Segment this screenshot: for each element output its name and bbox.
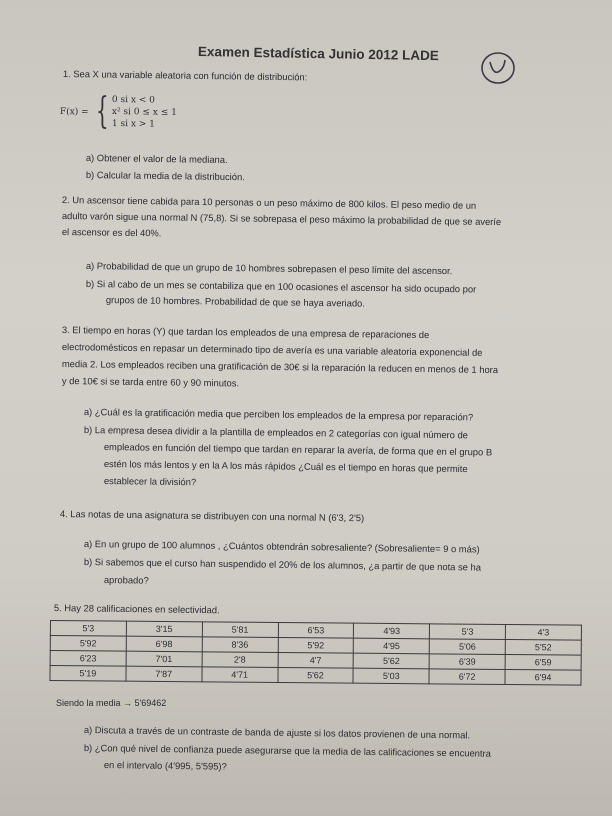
q3-a: a) ¿Cuál es la gratificación media que perciben los empleados de la empresa por reparación? bbox=[83, 405, 474, 423]
table-cell: 5'03 bbox=[353, 668, 429, 684]
q4-b-line-1: b) Si sabemos que el curso han suspendido el 20% de los alumnos, ¿a partir de que nota se ha bbox=[83, 555, 482, 573]
table-cell: 4'3 bbox=[505, 624, 581, 640]
q2-b-line-2: grupos de 10 hombres. Probabilidad de que se haya averiado. bbox=[105, 293, 365, 309]
mean-note: Siendo la media → 5'69462 bbox=[56, 698, 167, 708]
q5-a: a) Discuta a través de un contraste de banda de ajuste si los datos provienen de una normal. bbox=[83, 723, 471, 741]
q3-b-line-2: empleados en función del tiempo que tardan en reparar la avería, de forma que en el grupo B bbox=[103, 440, 493, 458]
q3-line-4: y de 10€ si se tarda entre 60 y 90 minutos. bbox=[61, 374, 240, 389]
table-cell: 6'94 bbox=[505, 669, 581, 685]
q3-b-line-1: b) La empresa desea dividir a la plantilla de empleados en 2 categorías con igual número de bbox=[83, 423, 469, 441]
grades-table bbox=[49, 620, 582, 686]
q3-line-1: 3. El tiempo en horas (Y) que tardan los empleados de una empresa de reparaciones de bbox=[61, 323, 430, 341]
q1-brace: { bbox=[96, 91, 109, 132]
table-cell: 5'3 bbox=[430, 624, 506, 640]
table-cell: 6'23 bbox=[50, 651, 126, 667]
q2-line-1: 2. Un ascensor tiene cabida para 10 personas o un peso máximo de 800 kilos. El peso medio de un bbox=[61, 193, 477, 211]
table-cell: 8'36 bbox=[202, 637, 278, 653]
table-cell: 7'01 bbox=[126, 651, 202, 667]
table-cell: 3'15 bbox=[126, 621, 202, 637]
q2-line-2: adulto varón sigue una normal N (75,8). Si se sobrepasa el peso máximo la probabilidad de que se averíe bbox=[61, 209, 502, 228]
q4-text: 4. Las notas de una asignatura se distribuyen con una normal N (6'3, 2'5) bbox=[59, 507, 365, 524]
q1-case-2: x² si 0 ≤ x ≤ 1 bbox=[111, 106, 177, 118]
table-cell: 5'52 bbox=[505, 639, 581, 655]
q2-line-3: el ascensor es del 40%. bbox=[61, 225, 162, 239]
q5-text: 5. Hay 28 calificaciones en selectividad. bbox=[53, 601, 220, 616]
exam-title: Examen Estadística Junio 2012 LADE bbox=[197, 44, 439, 64]
table-cell: 5'62 bbox=[277, 667, 353, 683]
table-cell: 6'53 bbox=[278, 622, 354, 638]
q3-line-2: electrodomésticos en repasar un determinado tipo de avería es una variable aleatoria exponencial de bbox=[61, 340, 483, 358]
q4-a: a) En un grupo de 100 alumnos , ¿Cuántos obtendrán sobresaliente? (Sobresaliente= 9 o más) bbox=[83, 537, 480, 555]
q1-b: b) Calcular la media de la distribución. bbox=[85, 168, 245, 183]
table-cell: 5'81 bbox=[202, 622, 278, 638]
table-cell: 7'87 bbox=[126, 666, 202, 682]
table-cell: 4'93 bbox=[354, 623, 430, 639]
table-cell: 2'8 bbox=[202, 652, 278, 668]
q2-a: a) Probabilidad de que un grupo de 10 hombres sobrepasen el peso límite del ascensor. bbox=[85, 259, 453, 277]
table-cell: 5'92 bbox=[50, 636, 126, 652]
q2-b-line-1: b) Si al cabo de un mes se contabiliza que en 100 ocasiones el ascensor ha sido ocupado por bbox=[85, 277, 477, 295]
q3-b-line-4: establecer la división? bbox=[103, 474, 197, 488]
q1-text: 1. Sea X una variable aleatoria con función de distribución: bbox=[62, 67, 308, 83]
table-cell: 5'62 bbox=[353, 653, 429, 669]
q3-b-line-3: estén los más lentos y en la A los más rápidos ¿Cuál es el tiempo en horas que permite bbox=[103, 457, 468, 475]
q1-case-1: 0 si x < 0 bbox=[111, 94, 155, 106]
q3-line-3: media 2. Los empleados reciben una gratificación de 30€ si la reparación la reducen en menos de 1 hora bbox=[61, 357, 499, 376]
q1-case-3: 1 si x > 1 bbox=[111, 118, 155, 130]
q1-fx-label: F(x) = bbox=[59, 106, 89, 118]
table-cell: 6'98 bbox=[126, 636, 202, 652]
table-cell: 6'39 bbox=[429, 654, 505, 670]
table-cell: 5'06 bbox=[429, 639, 505, 655]
table-cell: 5'92 bbox=[278, 637, 354, 653]
q1-a: a) Obtener el valor de la mediana. bbox=[85, 151, 228, 165]
q4-b-line-2: aprobado? bbox=[103, 573, 149, 586]
table-cell: 6'72 bbox=[429, 669, 505, 685]
table-cell: 6'59 bbox=[505, 654, 581, 670]
q5-b-line-2: en el intervalo (4'995, 5'595)? bbox=[103, 758, 227, 772]
table-cell: 4'71 bbox=[202, 667, 278, 683]
q5-b-line-1: b) ¿Con qué nivel de confianza puede asegurarse que la media de las calificaciones se encuentra bbox=[83, 741, 491, 759]
handwritten-circle-mark bbox=[480, 50, 516, 86]
table-cell: 4'7 bbox=[278, 652, 354, 668]
table-cell: 5'19 bbox=[50, 666, 126, 682]
table-cell: 5'3 bbox=[50, 621, 126, 637]
table-cell: 4'95 bbox=[354, 638, 430, 654]
